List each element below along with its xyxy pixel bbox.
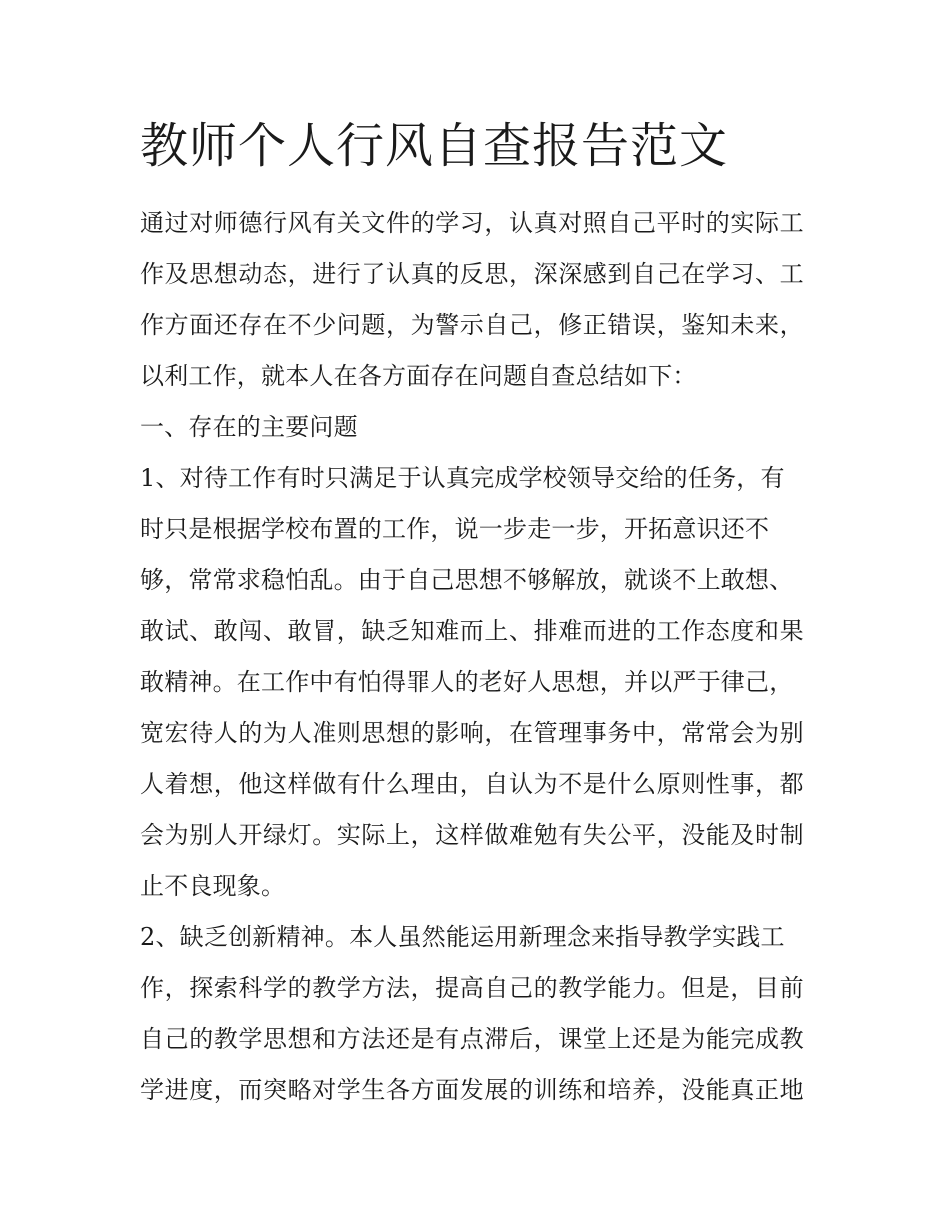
paragraph-line: 敢试、敢闯、敢冒，缺乏知难而上、排难而进的工作态度和果	[140, 617, 805, 645]
document-title: 教师个人行风自查报告范文	[140, 118, 729, 174]
document-body	[140, 198, 820, 1116]
paragraph-line: 自己的教学思想和方法还是有点滞后，课堂上还是为能完成教	[140, 1025, 805, 1053]
paragraph-line: 止不良现象。	[140, 872, 286, 900]
paragraph-line: 学进度，而突略对学生各方面发展的训练和培养，没能真正地	[140, 1076, 805, 1104]
paragraph-line: 以利工作，就本人在各方面存在问题自查总结如下：	[140, 362, 697, 390]
paragraph-line: 时只是根据学校布置的工作，说一步走一步，开拓意识还不	[140, 515, 770, 543]
paragraph-line: 2、缺乏创新精神。本人虽然能运用新理念来指导教学实践工	[140, 923, 785, 951]
section-heading: 一、存在的主要问题	[140, 413, 358, 441]
paragraph-line: 通过对师德行风有关文件的学习，认真对照自己平时的实际工	[140, 209, 805, 237]
paragraph-line: 1、对待工作有时只满足于认真完成学校领导交给的任务，有	[140, 464, 785, 492]
paragraph-line: 作方面还存在不少问题，为警示自己，修正错误，鉴知未来，	[140, 311, 805, 339]
paragraph-line: 够，常常求稳怕乱。由于自己思想不够解放，就谈不上敢想、	[140, 566, 794, 594]
paragraph-line: 作，探索科学的教学方法，提高自己的教学能力。但是，目前	[140, 974, 805, 1002]
paragraph-line: 作及思想动态，进行了认真的反思，深深感到自己在学习、工	[140, 260, 805, 288]
paragraph-line: 宽宏待人的为人准则思想的影响，在管理事务中，常常会为别	[140, 719, 805, 747]
paragraph-line: 人着想，他这样做有什么理由，自认为不是什么原则性事，都	[140, 770, 805, 798]
paragraph-line: 敢精神。在工作中有怕得罪人的老好人思想，并以严于律己，	[140, 668, 794, 696]
paragraph-line: 会为别人开绿灯。实际上，这样做难勉有失公平，没能及时制	[140, 821, 805, 849]
